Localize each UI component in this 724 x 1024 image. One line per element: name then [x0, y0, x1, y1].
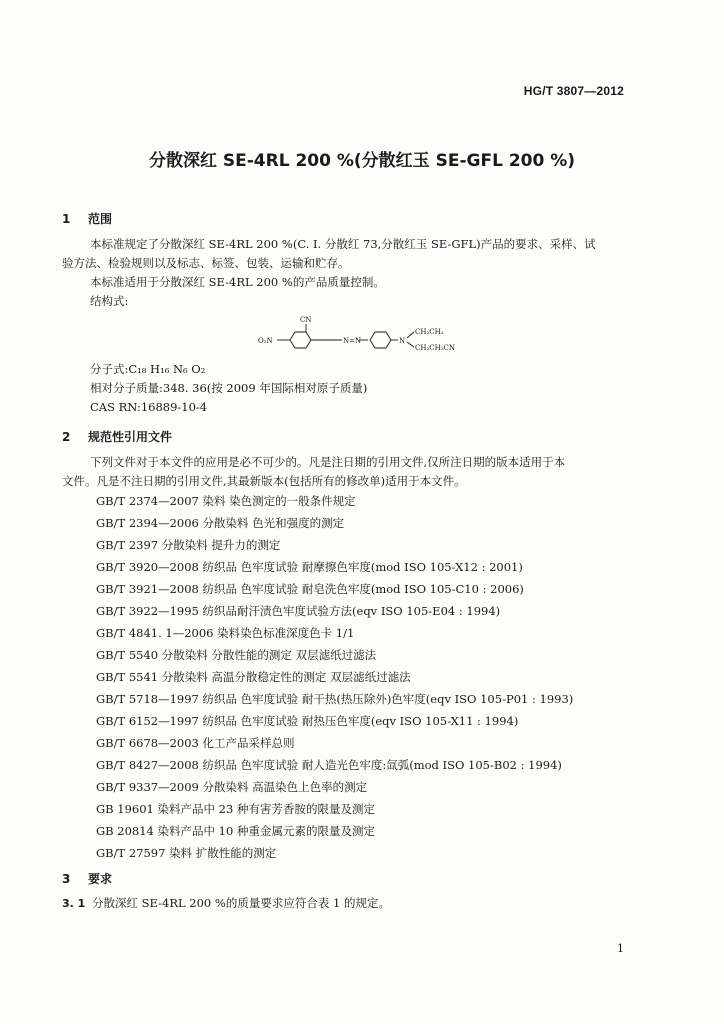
section-number: 1: [62, 212, 71, 226]
amine-n-label: N: [399, 337, 406, 345]
section-title: 范围: [88, 212, 113, 226]
section-title: 要求: [88, 872, 113, 886]
section-1-heading: [62, 210, 112, 227]
references-intro-line: 文件。凡是不注日期的引用文件,其最新版本(包括所有的修改单)适用于本文件。: [62, 474, 466, 488]
ethyl-chain-label: CH₂CH₃: [415, 328, 444, 336]
reference-item: GB/T 6152—1997 纺织品 色牢度试验 耐热压色牢度(eqv ISO 105-X11 : 1994): [96, 714, 519, 728]
structural-formula: [258, 310, 458, 360]
scope-paragraph-line: 验方法、检验规则以及标志、标签、包装、运输和贮存。: [62, 256, 350, 270]
clause-number: 3. 1: [62, 897, 86, 910]
document-title: 分散深红 SE-4RL 200 %(分散红玉 SE-GFL 200 %): [148, 151, 576, 171]
reference-item: GB 19601 染料产品中 23 种有害芳香胺的限量及测定: [96, 802, 375, 816]
azo-label: N=N: [343, 337, 362, 345]
reference-item: GB/T 3922—1995 纺织品耐汗渍色牢度试验方法(eqv ISO 105-E04 : 1994): [96, 604, 501, 618]
reference-item: GB/T 6678—2003 化工产品采样总则: [96, 736, 295, 750]
nitro-label: O₂N: [258, 337, 273, 345]
reference-item: GB/T 2397 分散染料 提升力的测定: [96, 538, 281, 552]
section-title: 规范性引用文件: [88, 430, 173, 444]
page-number: 1: [617, 942, 624, 955]
structure-label: 结构式:: [90, 294, 129, 308]
clause-text: 分散深红 SE-4RL 200 %的质量要求应符合表 1 的规定。: [92, 896, 390, 910]
reference-item: GB/T 2374—2007 染料 染色测定的一般条件规定: [96, 494, 356, 508]
scope-paragraph-line: 本标准规定了分散深红 SE-4RL 200 %(C. I. 分散红 73,分散红玉 SE-GFL)产品的要求、采样、试: [90, 237, 596, 251]
reference-item: GB/T 5541 分散染料 高温分散稳定性的测定 双层滤纸过滤法: [96, 670, 411, 684]
standard-code: HG/T 3807—2012: [523, 84, 624, 98]
reference-item: GB/T 5540 分散染料 分散性能的测定 双层滤纸过滤法: [96, 648, 377, 662]
molecular-formula: 分子式:C₁₈ H₁₆ N₆ O₂: [90, 362, 206, 376]
reference-item: GB 20814 染料产品中 10 种重金属元素的限量及测定: [96, 824, 375, 838]
scope-applicability: 本标准适用于分散深红 SE-4RL 200 %的产品质量控制。: [90, 275, 385, 289]
section-number: 2: [62, 430, 71, 444]
section-number: 3: [62, 872, 71, 886]
cas-number: CAS RN:16889-10-4: [90, 400, 208, 414]
reference-item: GB/T 27597 染料 扩散性能的测定: [96, 846, 277, 860]
section-2-heading: [62, 428, 172, 445]
reference-item: GB/T 2394—2006 分散染料 色光和强度的测定: [96, 516, 345, 530]
section-3-heading: [62, 870, 112, 887]
reference-item: GB/T 3920—2008 纺织品 色牢度试验 耐摩擦色牢度(mod ISO 105-X12 : 2001): [96, 560, 523, 574]
cyanoethyl-chain-label: CH₂CH₂CN: [415, 344, 456, 352]
reference-item: GB/T 4841. 1—2006 染料染色标准深度色卡 1/1: [96, 626, 355, 640]
references-intro-line: 下列文件对于本文件的应用是必不可少的。凡是注日期的引用文件,仅所注日期的版本适用于本: [90, 455, 566, 469]
reference-item: GB/T 3921—2008 纺织品 色牢度试验 耐皂洗色牢度(mod ISO 105-C10 : 2006): [96, 582, 524, 596]
reference-item: GB/T 8427—2008 纺织品 色牢度试验 耐人造光色牢度:氙弧(mod ISO 105-B02 : 1994): [96, 758, 562, 772]
reference-item: GB/T 5718—1997 纺织品 色牢度试验 耐干热(热压除外)色牢度(eqv ISO 105-P01 : 1993): [96, 692, 574, 706]
cyano-label: CN: [300, 316, 312, 324]
requirement-clause: [62, 894, 390, 913]
reference-item: GB/T 9337—2009 分散染料 高温染色上色率的测定: [96, 780, 368, 794]
molecular-mass: 相对分子质量:348. 36(按 2009 年国际相对原子质量): [90, 381, 368, 395]
